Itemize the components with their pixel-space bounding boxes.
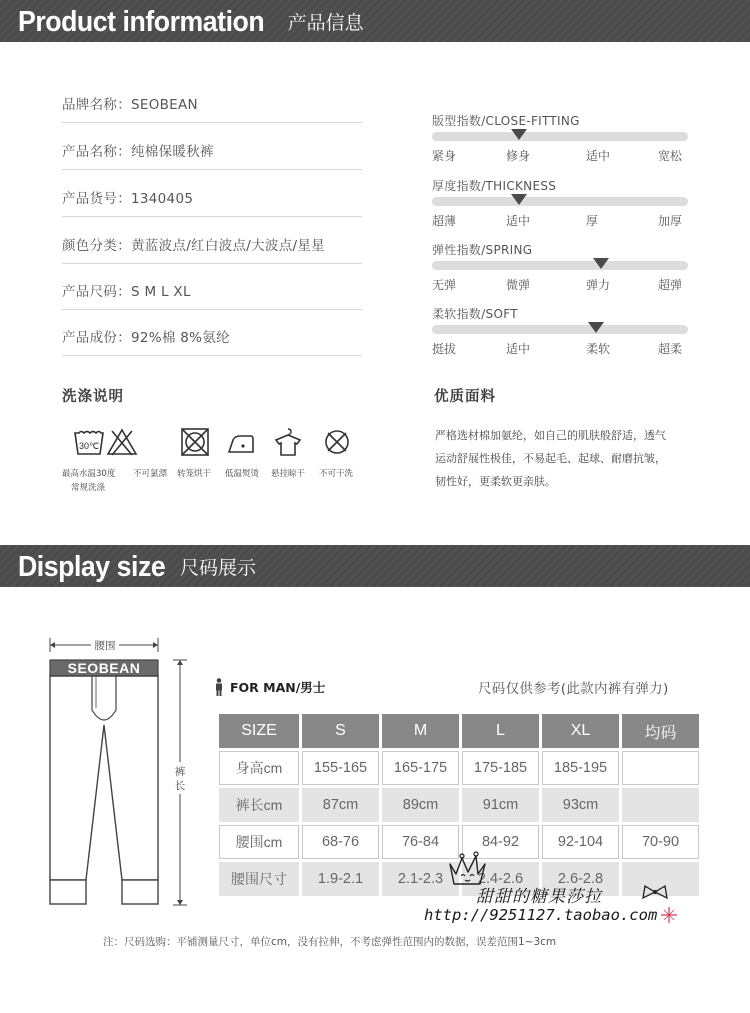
fabric-line: 严格选材棉加氨纶，如自己的肌肤般舒适，透气	[435, 429, 666, 442]
table-cell: 91cm	[462, 788, 539, 822]
table-header-row	[219, 714, 699, 748]
table-cell	[622, 751, 699, 785]
table-cell: 155-165	[302, 751, 379, 785]
table-cell	[622, 788, 699, 822]
slider-soft	[432, 305, 690, 363]
slider-title: 柔软指数/SOFT	[432, 307, 518, 321]
slider-track	[432, 132, 688, 141]
fabric-line: 韧性好，更柔软更亲肤。	[435, 475, 556, 488]
wash-temp-label: 30℃	[78, 441, 100, 451]
banner-title-cn: 尺码展示	[180, 557, 257, 579]
slider-close-fitting	[432, 112, 690, 170]
slider-title: 厚度指数/THICKNESS	[432, 179, 557, 193]
length-label-1: 裤	[174, 766, 186, 778]
header-cell: M	[382, 714, 459, 748]
slider-label: 修身	[506, 149, 531, 163]
fabric-heading: 优质面料	[434, 389, 496, 405]
table-cell: 92-104	[542, 825, 619, 859]
slider-spring	[432, 241, 690, 299]
table-row	[219, 788, 699, 822]
size-note: 尺码仅供参考(此款内裤有弹力)	[478, 681, 669, 697]
table-cell: 87cm	[302, 788, 379, 822]
display-size-banner	[0, 545, 750, 587]
slider-marker	[511, 194, 527, 205]
header-cell: L	[462, 714, 539, 748]
slider-label: 紧身	[432, 149, 457, 163]
info-item-number: 产品货号：1340405	[62, 187, 362, 217]
slider-label: 超柔	[658, 342, 683, 356]
row-header-cell: 腰围尺寸	[219, 862, 299, 896]
slider-label: 宽松	[658, 149, 683, 163]
slider-label: 厚	[586, 214, 599, 228]
table-cell: 1.9-2.1	[302, 862, 379, 896]
watermark-url: http://9251127.taobao.com	[424, 906, 658, 924]
slider-title: 弹性指数/SPRING	[432, 243, 533, 257]
row-header-cell: 身高cm	[219, 751, 299, 785]
slider-label: 适中	[506, 342, 531, 356]
waistband-brand: SEOBEAN	[67, 660, 141, 676]
info-brand: 品牌名称：SEOBEAN	[62, 93, 362, 123]
sparkle-icon	[660, 906, 678, 924]
slider-label: 弹力	[586, 278, 611, 292]
table-cell: 2.4-2.6	[462, 862, 539, 896]
slider-track	[432, 325, 688, 334]
fabric-description	[435, 424, 695, 493]
table-cell: 84-92	[462, 825, 539, 859]
wash-30-icon	[73, 427, 105, 457]
tumble-dry-icon	[179, 427, 211, 457]
banner-title-en: Display size	[18, 551, 166, 583]
fabric-line: 运动舒展性极佳，不易起毛、起球、耐磨抗皱，	[435, 452, 666, 465]
table-cell: 70-90	[622, 825, 699, 859]
row-header-cell: 裤长cm	[219, 788, 299, 822]
table-cell: 2.1-2.3	[382, 862, 459, 896]
row-header-cell: 腰围cm	[219, 825, 299, 859]
wash-label: 最高水温30度	[62, 469, 116, 479]
pants-diagram	[40, 630, 200, 910]
slider-marker	[593, 258, 609, 269]
info-sizes: 产品尺码：S M L XL	[62, 280, 362, 310]
table-cell: 76-84	[382, 825, 459, 859]
wash-label: 转笼烘干	[177, 469, 212, 479]
size-footnote: 注：尺码选购：平铺测量尺寸，单位cm，没有拉伸，不考虑弹性范围内的数据，误差范围1~3cm	[103, 936, 557, 948]
slider-label: 微弹	[506, 278, 531, 292]
slider-label: 柔软	[586, 342, 611, 356]
slider-track	[432, 261, 688, 270]
slider-thickness	[432, 177, 690, 235]
waist-label: 腰围	[94, 640, 116, 652]
slider-label: 超薄	[432, 214, 457, 228]
watermark-shop-name: 甜甜的糖果莎拉	[476, 887, 602, 907]
header-cell: SIZE	[219, 714, 299, 748]
no-dry-clean-icon	[321, 427, 353, 457]
table-cell: 93cm	[542, 788, 619, 822]
wash-heading: 洗涤说明	[62, 389, 124, 405]
header-cell: 均码	[622, 714, 699, 748]
length-label-2: 长	[174, 780, 186, 792]
bow-icon	[640, 884, 670, 900]
info-composition: 产品成份：92%棉 8%氨纶	[62, 326, 362, 356]
wash-label: 常规洗涤	[71, 483, 106, 493]
table-cell: 68-76	[302, 825, 379, 859]
slider-track	[432, 197, 688, 206]
slider-label: 适中	[506, 214, 531, 228]
banner-title-cn: 产品信息	[287, 12, 364, 34]
slider-marker	[588, 322, 604, 333]
slider-label: 适中	[586, 149, 611, 163]
slider-label: 加厚	[658, 214, 683, 228]
table-row	[219, 751, 699, 785]
table-cell: 185-195	[542, 751, 619, 785]
slider-label: 超弹	[658, 278, 683, 292]
no-bleach-icon	[106, 427, 138, 457]
hang-dry-icon	[272, 427, 304, 457]
slider-label: 无弹	[432, 278, 457, 292]
wash-label: 低温熨烫	[225, 469, 260, 479]
for-man-label	[214, 678, 325, 696]
wash-label: 不可氯漂	[133, 469, 168, 479]
for-man-text: FOR MAN/男士	[230, 680, 326, 695]
table-cell: 175-185	[462, 751, 539, 785]
slider-label: 挺拔	[432, 342, 457, 356]
table-cell: 165-175	[382, 751, 459, 785]
slider-marker	[511, 129, 527, 140]
low-iron-icon	[226, 427, 258, 457]
banner-title-en: Product information	[18, 6, 265, 38]
wash-label: 不可干洗	[319, 469, 354, 479]
product-info-banner	[0, 0, 750, 42]
header-cell: S	[302, 714, 379, 748]
table-cell: 89cm	[382, 788, 459, 822]
info-product-name: 产品名称：纯棉保暖秋裤	[62, 140, 362, 170]
info-colors: 颜色分类：黄蓝波点/红白波点/大波点/星星	[62, 234, 362, 264]
slider-title: 版型指数/CLOSE-FITTING	[432, 114, 580, 128]
header-cell: XL	[542, 714, 619, 748]
table-cell: 2.6-2.8	[542, 862, 619, 896]
person-icon	[214, 678, 224, 696]
wash-label: 悬挂晾干	[271, 469, 306, 479]
